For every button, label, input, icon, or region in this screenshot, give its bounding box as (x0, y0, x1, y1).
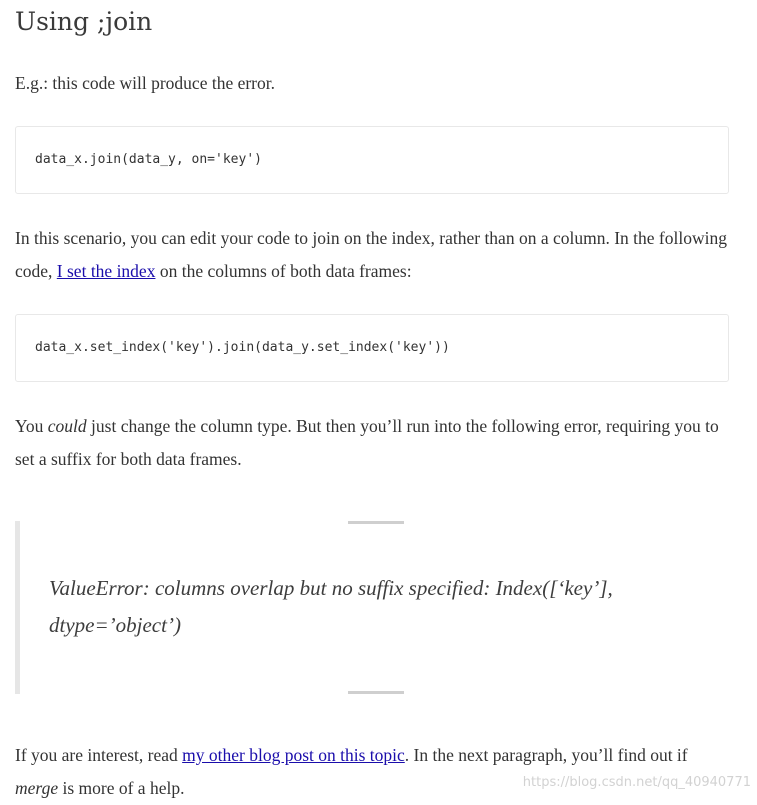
column-type-text-end: just change the column type. But then you’ll run into the following error, requiring you to set a suffix for both data frames. (15, 416, 719, 469)
column-type-text-start: You (15, 416, 48, 436)
intro-paragraph: E.g.: this code will produce the error. (15, 73, 275, 93)
blog-post-text-end: is more of a help. (58, 778, 185, 798)
scenario-paragraph (15, 222, 735, 288)
csdn-watermark: https://blog.csdn.net/qq_40940771 (522, 775, 751, 790)
code-block-join (15, 126, 729, 194)
set-index-link[interactable]: I set the index (56, 261, 156, 281)
blog-post-text-start: If you are interest, read (15, 745, 183, 765)
blockquote-bottom-rule (348, 691, 404, 694)
error-quote-text: ValueError: columns overlap but no suffix specified: Index([‘key’], dtype=’object’) (49, 576, 613, 637)
blockquote-border (15, 521, 20, 694)
blockquote-top-rule (348, 521, 404, 524)
could-emphasis: could (47, 416, 87, 436)
section-heading: Using ;join (15, 7, 153, 36)
code-text-join: data_x.join(data_y, on='key') (35, 152, 262, 167)
merge-emphasis: merge (15, 778, 59, 798)
blog-post-paragraph (15, 739, 735, 805)
error-blockquote (15, 521, 729, 694)
column-type-paragraph (15, 410, 735, 476)
code-block-set-index (15, 314, 729, 382)
code-text-set-index: data_x.set_index('key').join(data_y.set_index('key')) (35, 340, 450, 355)
other-blog-post-link[interactable]: my other blog post on this topic (182, 745, 405, 765)
scenario-text-start: In this scenario, you can edit your code to join on the index, rather than on a column. In the following code, (15, 228, 727, 281)
blog-post-text-middle: . In the next paragraph, you’ll find out if (404, 745, 688, 765)
scenario-text-end: on the columns of both data frames: (155, 261, 412, 281)
